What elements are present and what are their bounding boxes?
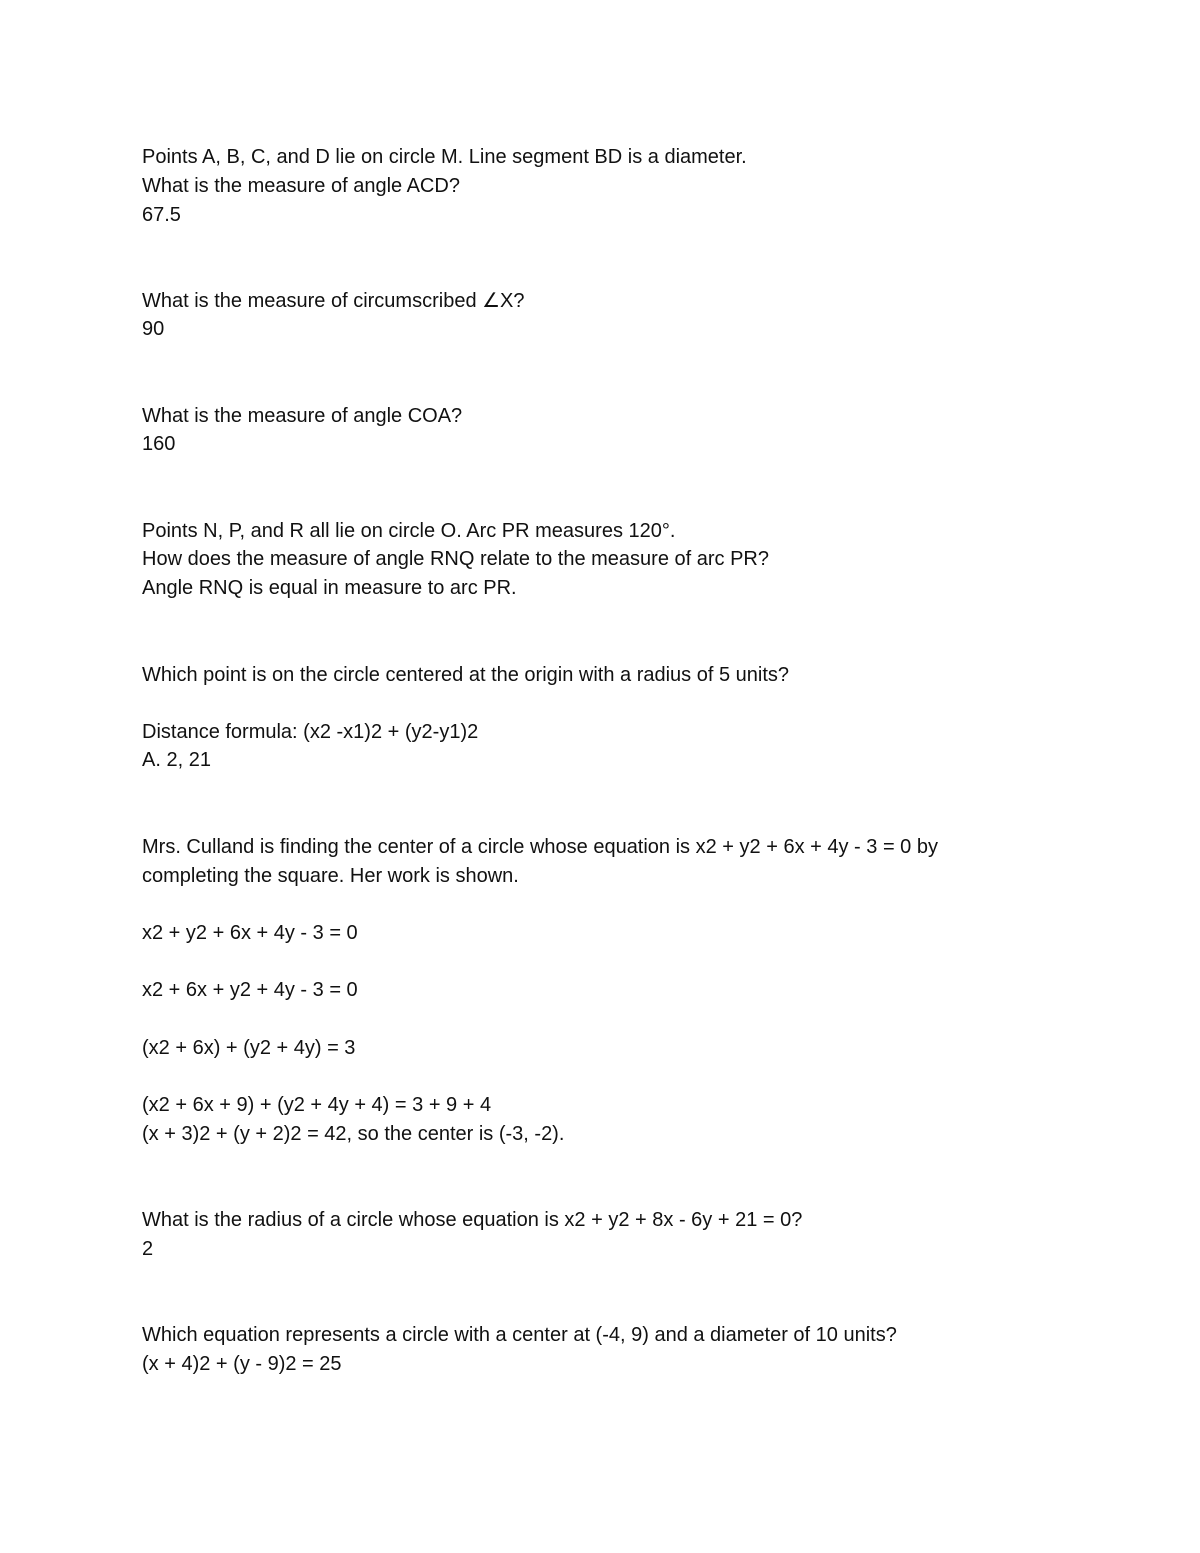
question-1-line-1: Points A, B, C, and D lie on circle M. Line segment BD is a diameter. — [142, 146, 747, 168]
answer-7: 2 — [142, 1238, 154, 1260]
work-step-1: x2 + y2 + 6x + 4y - 3 = 0 — [142, 922, 358, 944]
work-step-4: (x2 + 6x + 9) + (y2 + 4y + 4) = 3 + 9 + 4 — [142, 1094, 492, 1116]
answer-4: Angle RNQ is equal in measure to arc PR. — [142, 577, 517, 599]
question-7: What is the radius of a circle whose equation is x2 + y2 + 8x - 6y + 21 = 0? — [142, 1209, 803, 1231]
question-6-line-1: Mrs. Culland is finding the center of a circle whose equation is x2 + y2 + 6x + 4y - 3 = 0 by — [142, 836, 938, 858]
answer-5: A. 2, 21 — [142, 749, 211, 771]
question-5-formula: Distance formula: (x2 -x1)2 + (y2-y1)2 — [142, 721, 479, 743]
answer-3: 160 — [142, 433, 176, 455]
question-4-line-1: Points N, P, and R all lie on circle O. Arc PR measures 120°. — [142, 520, 676, 542]
question-6-line-2: completing the square. Her work is shown. — [142, 865, 519, 887]
work-step-3: (x2 + 6x) + (y2 + 4y) = 3 — [142, 1037, 356, 1059]
work-step-5: (x + 3)2 + (y + 2)2 = 42, so the center is (-3, -2). — [142, 1123, 565, 1145]
question-8: Which equation represents a circle with a center at (-4, 9) and a diameter of 10 units? — [142, 1324, 897, 1346]
question-2: What is the measure of circumscribed ∠X? — [142, 290, 525, 312]
question-1-line-2: What is the measure of angle ACD? — [142, 175, 460, 197]
question-5: Which point is on the circle centered at the origin with a radius of 5 units? — [142, 664, 790, 686]
answer-1: 67.5 — [142, 204, 181, 226]
question-3: What is the measure of angle COA? — [142, 405, 463, 427]
answer-8: (x + 4)2 + (y - 9)2 = 25 — [142, 1353, 342, 1375]
answer-2: 90 — [142, 318, 165, 340]
question-4-line-2: How does the measure of angle RNQ relate to the measure of arc PR? — [142, 548, 769, 570]
work-step-2: x2 + 6x + y2 + 4y - 3 = 0 — [142, 979, 358, 1001]
